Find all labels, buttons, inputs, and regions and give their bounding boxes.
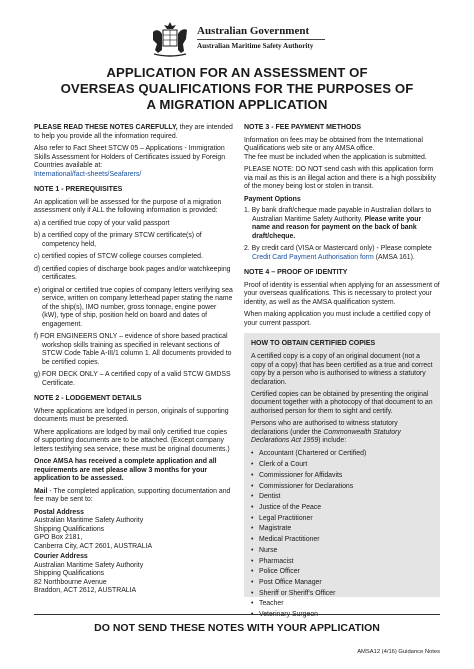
list-item: • Nurse — [251, 546, 433, 557]
payment-options-label: Payment Options — [244, 195, 301, 203]
fees-info-text: Information on fees may be obtained from the International Qualifications web site — [244, 136, 423, 152]
courier-line: Shipping Qualifications — [34, 570, 105, 577]
postal-label: Postal Address — [34, 508, 84, 516]
government-header — [150, 20, 380, 58]
list-item: • Post Office Manager — [251, 578, 433, 589]
note3-heading: NOTE 3 - FEE PAYMENT METHODS — [244, 124, 362, 131]
note3-cash-warning: PLEASE NOTE: DO NOT send cash with this application form via mail as this is an illegal action and there is a high possibility of the money being lost or stolen in transit. — [244, 166, 436, 190]
note2-by-mail: Where applications are lodged by mail only certified true copies of supporting documents are to be attached. (Except company letters testifying sea service, these must be original documents.) — [34, 428, 230, 453]
list-item: • Legal Practitioner — [251, 514, 433, 525]
note4-passport: When making application you must include a certified copy of your current passport. — [244, 311, 431, 327]
fees-info-text-end: or any AMSA office. — [314, 145, 375, 152]
intro-also — [34, 145, 234, 179]
mail-text: - The completed application, supporting documentation and fee may be sent to: — [34, 487, 231, 503]
prereq-item-g: g) FOR DECK ONLY – A certified copy of a valid STCW GMDSS Certificate. — [34, 371, 231, 387]
prereq-item-f: f) FOR ENGINEERS ONLY – evidence of shore based practical workshop skills training as specified in relevant sections of STCW Code Table A-III/1 column 1. All documents provided to be certified copies. — [34, 333, 232, 366]
bank-draft-text: By bank draft/cheque made payable in Australian dollars to Australian Maritime Safety Authority. — [251, 207, 432, 223]
intro-paragraph — [34, 124, 234, 141]
intro-bold: PLEASE READ THESE NOTES CAREFULLY, — [34, 124, 178, 131]
credit-card-form-link[interactable]: Credit Card Payment Authorisation form — [252, 253, 374, 261]
right-column — [244, 124, 440, 332]
prereq-item-b: b) a certified copy of the primary STCW certificate(s) of competency held, — [34, 232, 202, 248]
page-title — [20, 65, 454, 113]
note1-heading: NOTE 1 - PREREQUISITES — [34, 186, 123, 193]
act-name: Commonwealth Statutory Declarations Act 1959 — [251, 428, 401, 445]
list-item: • Police Officer — [251, 567, 433, 578]
list-item: • Commissioner for Declarations — [251, 482, 433, 493]
postal-line: Australian Maritime Safety Authority — [34, 517, 144, 524]
note2-in-person: Where applications are lodged in person, originals of supporting documents must be presented. — [34, 407, 229, 423]
list-item — [251, 610, 433, 621]
list-item: • Justice of the Peace — [251, 503, 433, 514]
note4-heading: NOTE 4 – PROOF OF IDENTITY — [244, 269, 348, 276]
government-name: Australian Government — [197, 25, 310, 37]
note2-mail — [34, 488, 234, 505]
payment-option-credit-card: 2. By credit card (VISA or Mastercard only) - Please complete Credit Card Payment Authorisation form (AMSA 161). — [244, 245, 432, 261]
footer-divider — [34, 614, 440, 615]
credit-card-text: By credit card (VISA or Mastercard only) - Please complete — [251, 245, 432, 252]
courier-line: Australian Maritime Safety Authority — [34, 561, 144, 569]
note1-intro: An application will be assessed for the purpose of a migration assessment only if ALL the following information is provided: — [34, 198, 222, 214]
prereq-item-d: d) certified copies of discharge book pages and/or watchkeeping certificates. — [34, 265, 231, 281]
payment-option-bank-draft: 1. By bank draft/cheque made payable in Australian dollars to Australian Maritime Safety Authority. Please write your name and reason for payment on the back of bank draft/cheque. — [244, 207, 432, 240]
list-item: • Pharmacist — [251, 557, 433, 568]
credit-card-form-code: (AMSA 161). — [373, 253, 415, 261]
postal-line: Shipping Qualifications — [34, 525, 105, 533]
list-item: • Magistrate — [251, 524, 433, 535]
fee-included-text: The fee must be included when the application is submitted. — [244, 153, 427, 161]
list-item: • Sheriff or Sheriff's Officer — [251, 589, 433, 600]
authorised-text: Persons who are authorised to witness statutory declarations (under the — [251, 420, 398, 436]
list-item: • Accountant (Chartered or Certified) — [251, 449, 433, 460]
authorised-text-end: ) include: — [318, 437, 347, 445]
bank-draft-instruction: Please write your name and reason for payment on the back of bank draft/cheque. — [252, 215, 422, 240]
prereq-item-a: a) a certified true copy of your valid passport — [34, 219, 170, 227]
note3-fees-info — [244, 137, 440, 163]
certified-copies-box — [244, 333, 440, 608]
box-heading: HOW TO OBTAIN CERTIFIED COPIES — [251, 340, 376, 347]
courier-line: 82 Northbourne Avenue — [34, 578, 107, 586]
note2-heading: NOTE 2 - LODGEMENT DETAILS — [34, 395, 142, 402]
title-line-2: OVERSEAS QUALIFICATIONS FOR THE PURPOSES OF — [60, 81, 414, 96]
courier-label: Courier Address — [34, 553, 88, 560]
prereq-item-e: e) original or certified true copies of company letters verifying sea service, written on company letterhead paper stating the name of the ship(s), IMO number, gross tonnage, engine power (kW), type of ship, position held on board and dates of engagement. — [34, 286, 233, 328]
postal-address — [34, 509, 234, 552]
courier-line: Braddon, ACT 2612, AUSTRALIA — [34, 587, 137, 594]
form-reference: AMSA12 (4/16) Guidance Notes — [357, 649, 440, 655]
note2-processing-time: Once AMSA has received a complete application and all requirements are met please allow 3 months for your application to be assessed. — [34, 458, 217, 482]
box-definition: A certified copy is a copy of an original document (not a copy of a copy) that has been certified as a true and correct copy by a person who is authorised to witness a statutory declaration. — [251, 353, 433, 386]
intro-also-text: Also refer to Fact Sheet STCW 05 – Applications - Immigration Skills Assessment for Holders of Certificates issued by Foreign Countries available at: — [34, 145, 226, 169]
list-item: • Teacher — [251, 599, 433, 610]
mail-label: Mail — [34, 487, 48, 495]
postal-line: Canberra City, ACT 2601, AUSTRALIA — [34, 542, 153, 550]
intro-text: they are intended to help you provide all the information required. — [34, 124, 233, 140]
title-line-3: A MIGRATION APPLICATION — [146, 97, 328, 112]
courier-address — [34, 553, 234, 596]
list-item: • Clerk of a Court — [251, 460, 433, 471]
list-item: • Dentist — [251, 492, 433, 503]
postal-line: GPO Box 2181, — [34, 534, 83, 541]
box-authorised-persons — [251, 420, 433, 445]
left-column — [34, 124, 234, 596]
coat-of-arms-icon — [150, 20, 190, 58]
authority-name: Australian Maritime Safety Authority — [197, 42, 314, 50]
title-line-1: APPLICATION FOR AN ASSESSMENT OF — [106, 65, 368, 80]
note4-identity: Proof of identity is essential when applying for an assessment of your overseas qualifications. This is necessary to protect your identity, as well as the AMSA qualification system. — [244, 281, 440, 306]
list-item: • Medical Practitioner — [251, 535, 433, 546]
authorised-persons-list — [251, 449, 433, 620]
box-how-to: Certified copies can be obtained by presenting the original document together with a photocopy of that document to an authorised person for them to sight and certify. — [251, 391, 433, 415]
fact-sheet-link[interactable]: International/fact-sheets/Seafarers/ — [34, 170, 142, 178]
header-divider — [197, 39, 325, 40]
list-item: • Commissioner for Affidavits — [251, 471, 433, 482]
prereq-item-c: c) certified copies of STCW college courses completed. — [34, 253, 203, 260]
footer-notice: DO NOT SEND THESE NOTES WITH YOUR APPLICATION — [94, 622, 380, 634]
